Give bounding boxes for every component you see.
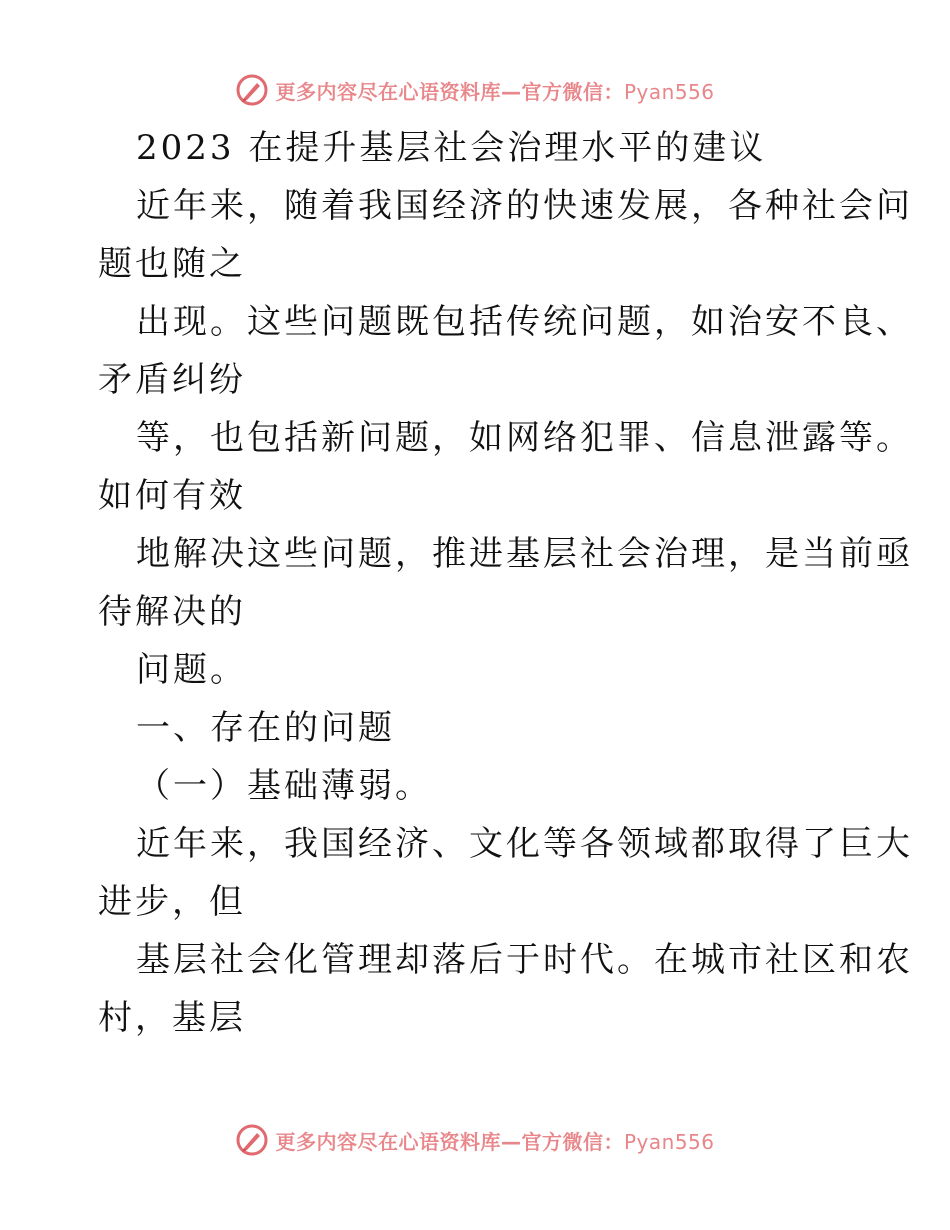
section-heading: 一、存在的问题 xyxy=(136,708,395,748)
paragraph-line: 近年来，随着我国经济的快速发展，各种社会问 xyxy=(136,186,913,226)
paragraph-line: 基层社会化管理却落后于时代。在城市社区和农 xyxy=(136,940,913,980)
watermark-text: 更多内容尽在心语资料库—官方微信：Pyan556 xyxy=(275,79,715,104)
paragraph-line: 进步，但 xyxy=(98,882,246,922)
watermark-text: 更多内容尽在心语资料库—官方微信：Pyan556 xyxy=(275,1129,715,1154)
paragraph-line: 地解决这些问题，推进基层社会治理，是当前亟 xyxy=(136,534,913,574)
watermark-banner-bottom xyxy=(0,1120,950,1160)
paragraph-line: 等，也包括新问题，如网络犯罪、信息泄露等。 xyxy=(136,418,913,458)
subsection-heading: （一）基础薄弱。 xyxy=(136,766,432,806)
watermark-wechat-id: Pyan556 xyxy=(623,79,715,104)
red-pen-circle-logo-icon xyxy=(235,1123,269,1157)
watermark-wechat-id: Pyan556 xyxy=(623,1129,715,1154)
paragraph-line: 如何有效 xyxy=(98,476,246,516)
paragraph-line: 村，基层 xyxy=(98,998,246,1038)
document-title: 2023 在提升基层社会治理水平的建议 xyxy=(136,128,767,168)
watermark-banner-top xyxy=(0,70,950,110)
paragraph-line: 问题。 xyxy=(136,650,247,690)
paragraph-line: 待解决的 xyxy=(98,592,246,632)
paragraph-line: 出现。这些问题既包括传统问题，如治安不良、 xyxy=(136,302,913,342)
red-pen-circle-logo-icon xyxy=(235,73,269,107)
paragraph-line: 题也随之 xyxy=(98,244,246,284)
paragraph-line: 矛盾纠纷 xyxy=(98,360,246,400)
paragraph-line: 近年来，我国经济、文化等各领域都取得了巨大 xyxy=(136,824,913,864)
